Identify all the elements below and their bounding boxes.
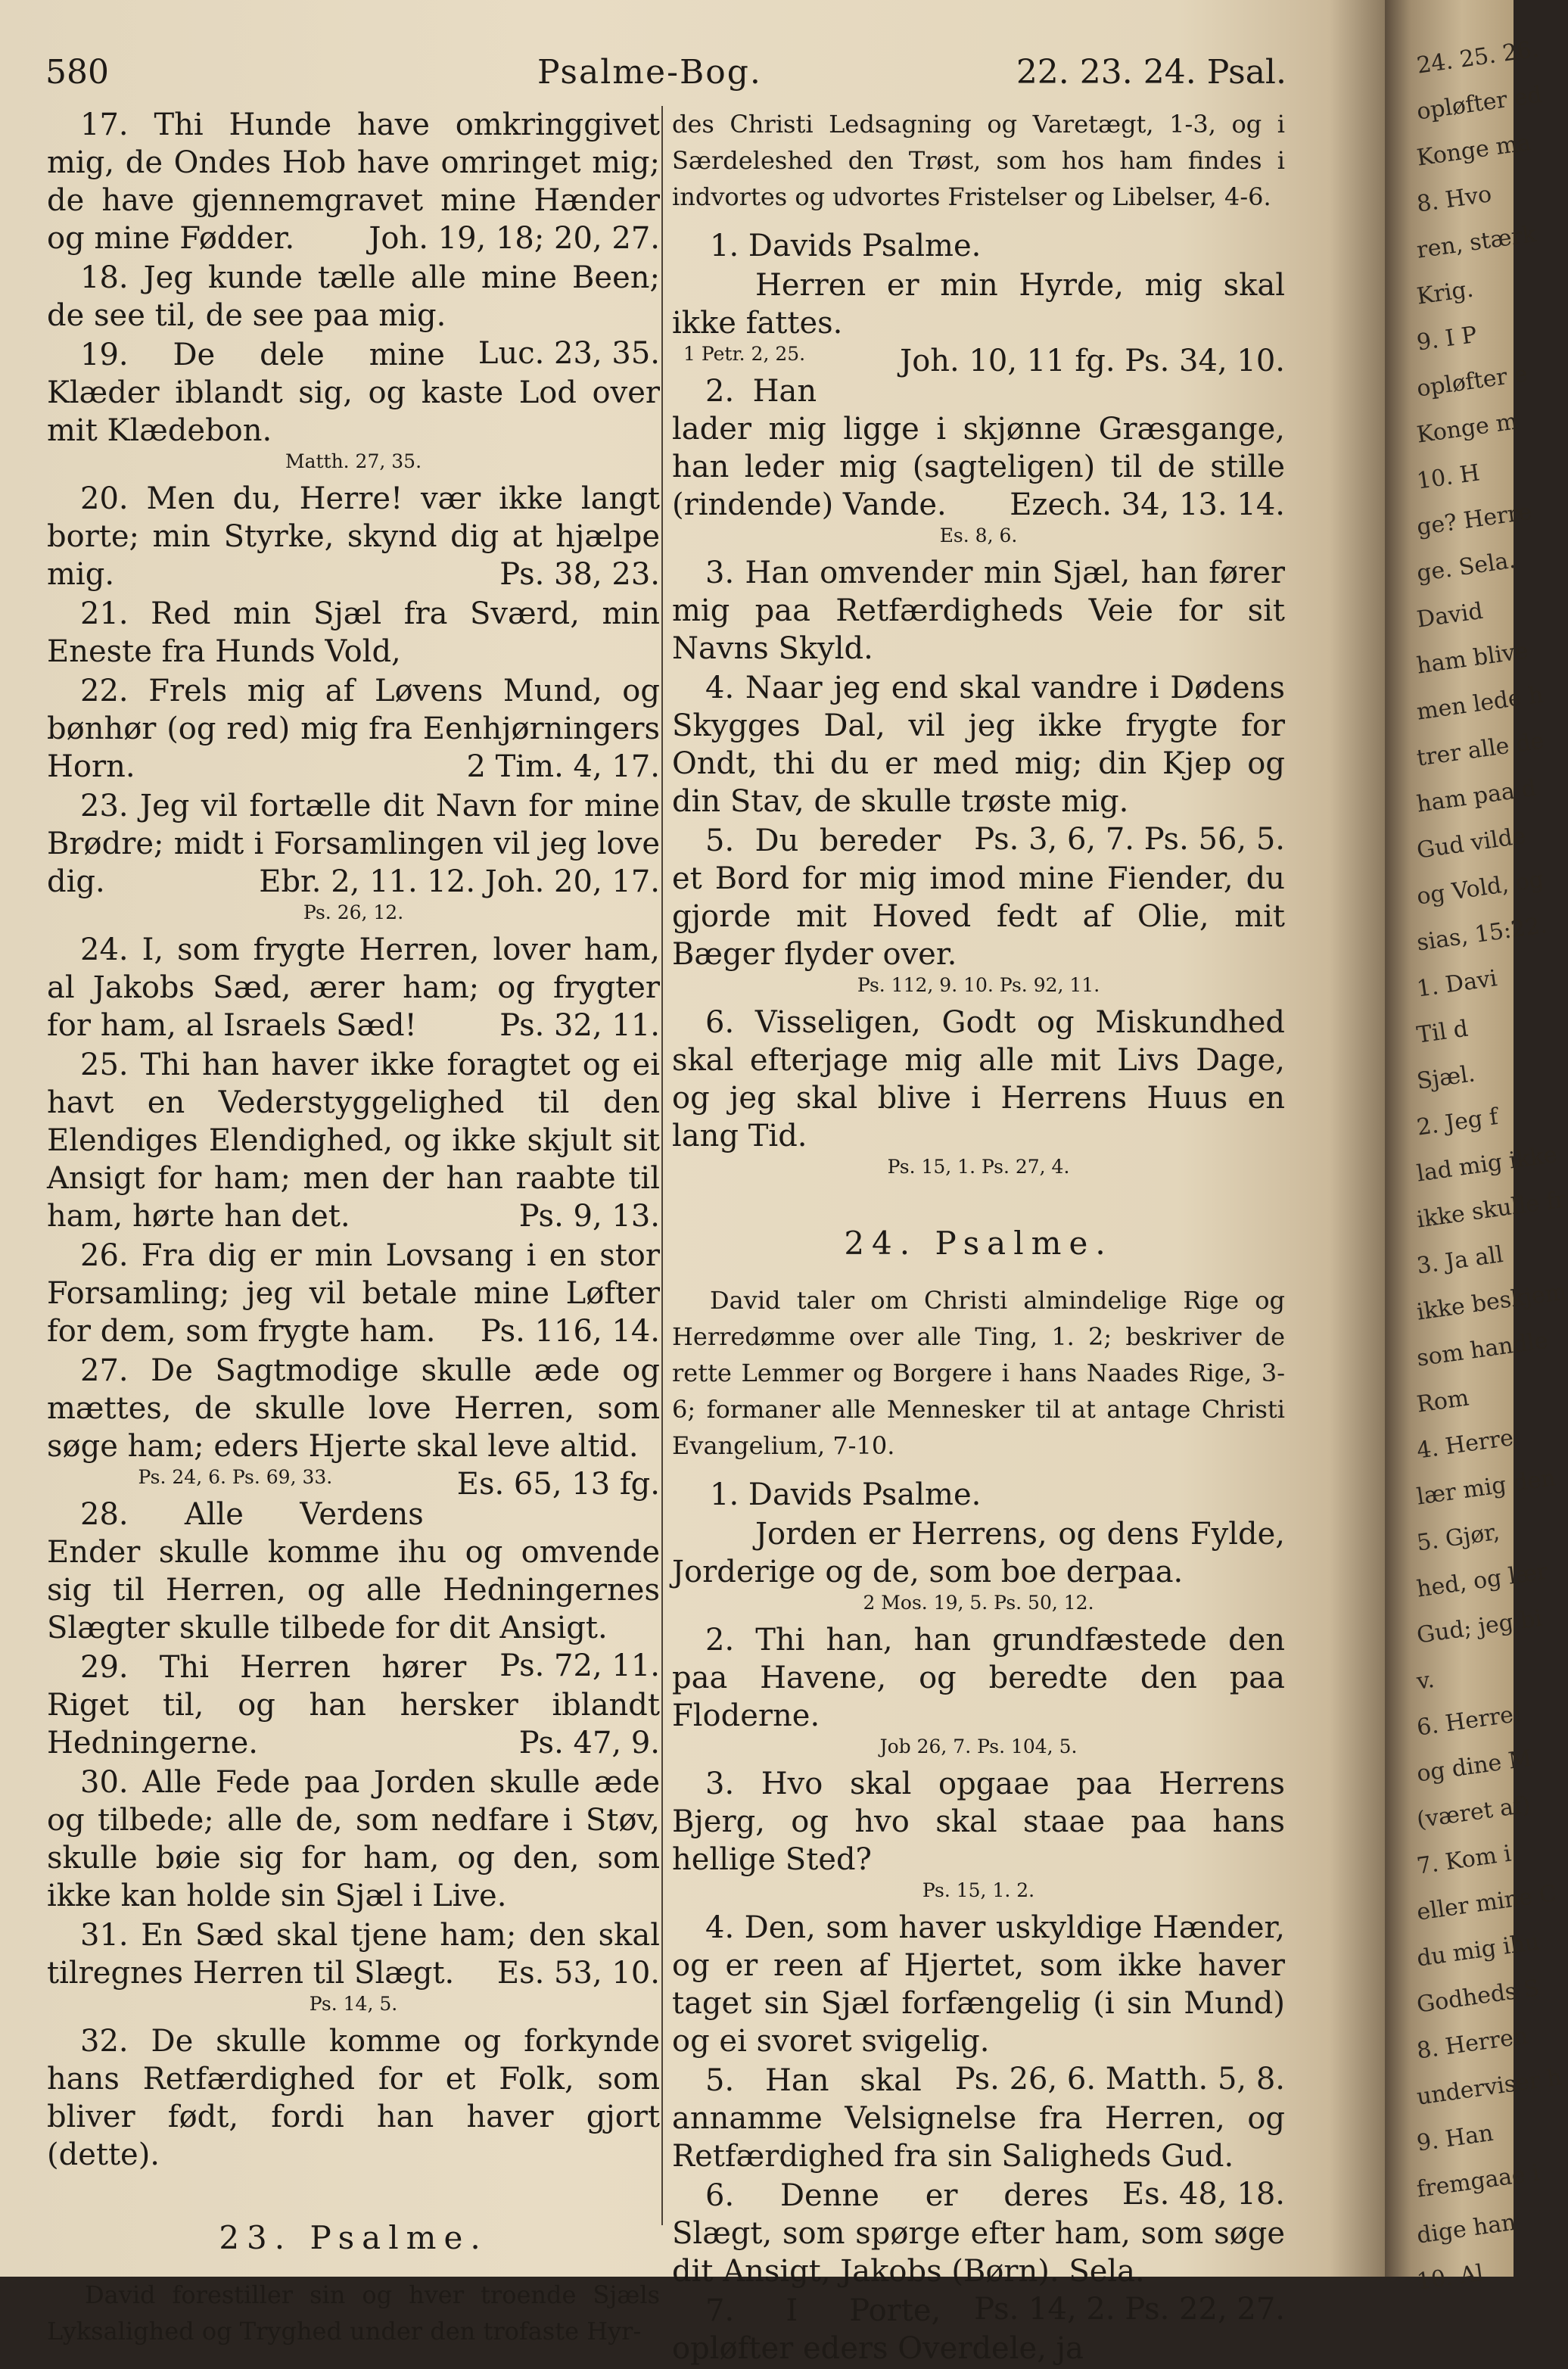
cross-reference: Ps. 24, 6. Ps. 69, 33. [138,1466,333,1488]
verse [47,1916,660,1992]
facing-page-fragment: ham paa d [1415,774,1538,818]
right-column [672,106,1285,2369]
verse-text: 6. Visseligen, Godt og Miskundhed skal efterjage mig alle mit Livs Dage, og jeg skal blive i Herrens Huus en lang Tid. [672,1005,1285,1153]
verse-text: 29. Thi Herren hører Riget til, og han hersker iblandt Hedningerne. [47,1650,660,1760]
facing-page-edge [1385,0,1568,2296]
verse [47,931,660,1044]
verse-text: 27. De Sagtmodige skulle æde og mættes, de skulle love Herren, som søge ham; eders Hjerte skal leve altid. [47,1353,660,1464]
facing-page-fragment: 9. I P [1415,321,1479,356]
verse-text: 4. Den, som haver uskyldige Hænder, og er reen af Hjertet, som ikke haver taget sin Sjæl forfængelig (i sin Mund) og ei svoret svigelig. [672,1910,1285,2059]
facing-page-fragment: 2. Jeg f [1415,1103,1500,1141]
verse-reference: 2 Tim. 4, 17. [466,749,660,784]
verse [47,1764,660,1915]
facing-page-fragment: eller mine C [1415,1880,1559,1926]
facing-page-fragment: 24. 25. 26. [1415,36,1541,79]
verse-text: 32. De skulle komme og forkynde hans Retfærdighed for et Folk, som bliver født, fordi han haver gjort (dette). [47,2024,660,2172]
psalm24-verse1: Jorden er Herrens, og dens Fylde, Jorderige og de, som boe derpaa. [672,1517,1285,1589]
verse-reference: Ps. 38, 23. [499,557,660,592]
verse-reference: Ps. 47, 9. [518,1726,660,1760]
facing-page-fragment: 8. Hvo [1415,181,1494,218]
facing-page-fragment: Gud vilde [1415,822,1528,864]
facing-page-fragment: v. [1415,1666,1436,1695]
facing-page-fragment: Til d [1415,1015,1470,1049]
verse [47,672,660,786]
facing-page-fragment: Gud; jeg bi [1415,1605,1544,1649]
verse-text: 2. Thi han, han grundfæstede den paa Havene, og beredte den paa Floderne. [672,1623,1285,1733]
verse [47,1046,660,1235]
psalm23-summary: David forestiller sin og hver troende Sjæls Lyksalighed og Tryghed under den trofaste Hyr- [47,2280,660,2346]
psalm24-verses [672,1621,1285,2367]
facing-page-fragment: hed, og lær [1415,1558,1550,1603]
verse-text: 19. De dele mine Klæder iblandt sig, og kaste Lod over mit Klædebon. [47,338,660,448]
facing-page-fragment: som handle [1415,1327,1550,1372]
facing-page-fragment: 7. Kom i [1415,1840,1514,1880]
psalm23-verses [672,372,1285,1179]
facing-page-fragment: fremgaae i [1415,2159,1542,2203]
psalm23-intro: 1. Davids Psalme. [710,229,982,263]
facing-page-fragment: 5. Gjør, [1415,1518,1501,1557]
verse-text: 23. Jeg vil fortælle dit Navn for mine Brødre; midt i Forsamlingen vil jeg love dig. [47,789,660,899]
verse-reference: Ps. 72, 11. [499,1648,660,1683]
cross-reference: Es. 8, 6. [939,525,1018,546]
verse-text: 26. Fra dig er min Lovsang i en stor Forsamling; jeg vil betale mine Løfter for dem, som frygte ham. [47,1238,660,1349]
verse-text: 5. Han skal annamme Velsignelse fra Herren, og Retfærdighed fra sin Saligheds Gud. [672,2063,1285,2174]
psalm24-intro: 1. Davids Psalme. [710,1477,982,1512]
psalm23-verse1-xref: 1 Petr. 2, 25. [683,343,806,365]
facing-page-fragment: 3. Ja all [1415,1241,1505,1280]
running-title: Psalme-Bog. [537,53,762,92]
facing-page-fragment: 4. Herre [1415,1424,1516,1465]
psalm24-verse1-xref: 2 Mos. 19, 5. Ps. 50, 12. [863,1592,1094,1614]
verse [47,259,660,371]
verse-reference: Ps. 26, 6. Matth. 5, 8. [954,2062,1285,2097]
facing-page-fragment: underviser h [1415,2064,1563,2111]
verse [672,554,1285,668]
facing-page-fragment: 10. H [1415,459,1482,495]
facing-page-fragment: 9. Han [1415,2119,1495,2157]
verse-text: 2. Han lader mig ligge i skjønne Græsgange, han leder mig (sagteligen) til de stille (rindende) Vande. [672,374,1285,522]
cross-reference: Ps. 112, 9. 10. Ps. 92, 11. [857,974,1100,996]
verse-reference: Ezech. 34, 13. 14. [1010,487,1285,522]
running-reference: 22. 23. 24. Psal. [1016,53,1286,92]
facing-page-fragment: Rom [1415,1384,1471,1418]
verse [672,1621,1285,1735]
verse-reference: Es. 65, 13 fg. [456,1467,660,1502]
verse [672,1909,1285,2097]
column-divider [661,106,663,2225]
verse-text: 5. Du bereder et Bord for mig imod mine Fiender, du gjorde mit Hoved fedt af Olie, mit Bæger flyder over. [672,823,1285,972]
facing-page-fragment: ikke beskjem [1415,1278,1568,1326]
verse [672,1765,1285,1879]
facing-page-fragment: David [1415,597,1485,633]
facing-page-fragment: du mig ihu [1415,1929,1542,1972]
verse-text: 21. Red min Sjæl fra Sværd, min Eneste fra Hunds Vold, [47,596,660,669]
psalm24-title: 24. Psalme. [844,1225,1113,1262]
facing-page-fragment: ge? Herre [1415,498,1534,541]
verse [47,1237,660,1350]
verse-text: 18. Jeg kunde tælle alle mine Been; de see til, de see paa mig. [47,260,660,333]
verse [672,669,1285,857]
verse-text: 22. Frels mig af Løvens Mund, og bønhør (og red) mig fra Eenhjørningers Horn. [47,674,660,784]
page-number: 580 [45,53,109,92]
verse-text: 28. Alle Verdens Ender skulle komme ihu og omvende sig til Herren, og alle Hedningernes Slægter skulle tilbede for dit Ansigt. [47,1497,660,1645]
verse-text: 4. Naar jeg end skal vandre i Dødens Skygges Dal, vil jeg ikke frygte for Ondt, thi du er med mig; din Kjep og din Stav, de skulle trøste mig. [672,671,1285,819]
verse [47,595,660,671]
facing-page-fragment: ren, stærk [1415,220,1538,264]
facing-page-fragment: ham blive [1415,637,1530,680]
verse-text: 30. Alle Fede paa Jorden skulle æde og tilbede; alle de, som nedfare i Støv, skulle bøie sig for ham, og den, som ikke kan holde sin Sjæl i Live. [47,1765,660,1913]
facing-page-fragment: og Vold, og [1415,866,1546,911]
facing-page-fragment: 6. Herre! [1415,1700,1525,1742]
verse-reference: Ps. 32, 11. [499,1008,660,1043]
facing-page-fragment: Konge ma [1415,129,1533,172]
verse-text: 20. Men du, Herre! vær ikke langt borte; min Styrke, skynd dig at hjælpe mig. [47,481,660,592]
psalm23-summary-cont: des Christi Ledsagning og Varetægt, 1-3, og i Særdeleshed den Trøst, som hos ham findes i indvortes og udvortes Fristelser og Libelser, 4-6. [672,110,1285,211]
facing-page-fragment: Godheds S [1415,1975,1542,2019]
facing-page-fragment: og dine M [1415,1745,1534,1788]
facing-page-fragment: (været af) [1415,1791,1532,1834]
verse-text: 24. I, som frygte Herren, lover ham, al Jakobs Sæd, ærer ham; og frygter for ham, al Israels Sæd! [47,932,660,1043]
verse [672,372,1285,524]
facing-page-fragment: opløfter e [1415,360,1529,403]
verse-reference: Ps. 9, 13. [518,1199,660,1234]
verse [47,480,660,593]
facing-page-fragment: Sjæl. [1415,1060,1477,1095]
cross-reference: Job 26, 7. Ps. 104, 5. [879,1736,1078,1757]
psalm24-summary: David taler om Christi almindelige Rige og Herredømme over alle Ting, 1. 2; beskriver de rette Lemmer og Borgere i hans Naades Rige, 3-6; formaner alle Mennesker til at antage Christi Evangelium, 7-10. [672,1286,1285,1460]
verse-text: 3. Han omvender min Sjæl, han fører mig paa Retfærdigheds Veie for sit Navns Skyld. [672,556,1285,666]
facing-page-fragment: men lede h [1415,681,1545,726]
page-header [45,53,1286,98]
verse-text: 3. Hvo skal opgaae paa Herrens Bjerg, og hvo skal staae paa hans hellige Sted? [672,1767,1285,1877]
verse-reference: Ps. 116, 14. [480,1314,660,1349]
left-column [47,106,660,2361]
facing-page-fragment: ge. Sela. [1415,546,1517,587]
facing-page-fragment: Konge m [1415,408,1520,449]
facing-page-fragment: 10. Al [1415,2259,1486,2296]
verse [672,1004,1285,1155]
psalm23-verse1-text: Herren er min Hyrde, mig skal ikke fattes. [672,268,1285,341]
verse [47,787,660,901]
verse-reference: Ps. 14, 2. Ps. 22, 27. [974,2292,1285,2327]
cross-reference: Matth. 27, 35. [285,450,422,472]
psalm23-title: 23. Psalme. [219,2219,488,2256]
verse-reference: Joh. 19, 18; 20, 27. [369,221,660,256]
facing-page-fragment: lad mig ikke [1415,1141,1559,1188]
verse-text: 17. Thi Hunde have omkringgivet mig, de Ondes Hob have omringet mig; de have gjennemgravet mine Hænder og mine Fødder. [47,107,660,256]
verse [47,1496,660,1683]
verse-text: 6. Denne er deres Slægt, som spørge efter ham, som søge dit Ansigt, Jakobs (Børn). Sela. [672,2178,1285,2289]
facing-page-fragment: opløfter ed [1415,81,1544,126]
facing-page-fragment: Krig. [1415,276,1476,310]
verse-reference: Ebr. 2, 11. 12. Joh. 20, 17. [259,864,660,899]
facing-page-fragment: 1. Davi [1415,965,1499,1003]
verse-reference: Luc. 23, 35. [478,336,660,371]
verse-reference: Es. 53, 10. [496,1956,660,1991]
facing-page-fragment: ikke skulle fr [1415,1186,1568,1234]
cross-reference: Ps. 15, 1. 2. [922,1879,1035,1901]
verse-reference: Es. 48, 18. [1122,2177,1285,2212]
verse [47,106,660,257]
facing-page-fragment: trer alle de [1415,727,1546,772]
cross-reference: Ps. 14, 5. [309,1993,398,2015]
facing-page-fragment: sias, 15:22. [1415,911,1549,957]
verse [47,2022,660,2174]
verse-text: 31. En Sæd skal tjene ham; den skal tilregnes Herren til Slægt. [47,1918,660,1991]
facing-page-fragment: dige han [1415,2209,1518,2249]
verse-text: 25. Thi han haver ikke foragtet og ei havt en Vederstyggelighed til den Elendiges Elendighed, og ikke skjult sit Ansigt for ham; men der han raabte til ham, hørte han det. [47,1048,660,1234]
cross-reference: Ps. 15, 1. Ps. 27, 4. [887,1156,1070,1178]
verse-reference: Ps. 3, 6, 7. Ps. 56, 5. [974,822,1285,857]
cross-reference: Ps. 26, 12. [303,901,404,923]
facing-page-fragment: lær mig den [1415,1465,1557,1511]
psalm23-verse1-ref: Joh. 10, 11 fg. Ps. 34, 10. [900,344,1285,378]
verse-text: 7. I Porte, opløfter eders Overdele, ja [672,2293,1084,2366]
facing-page-fragment: 8. Herren [1415,2022,1530,2065]
